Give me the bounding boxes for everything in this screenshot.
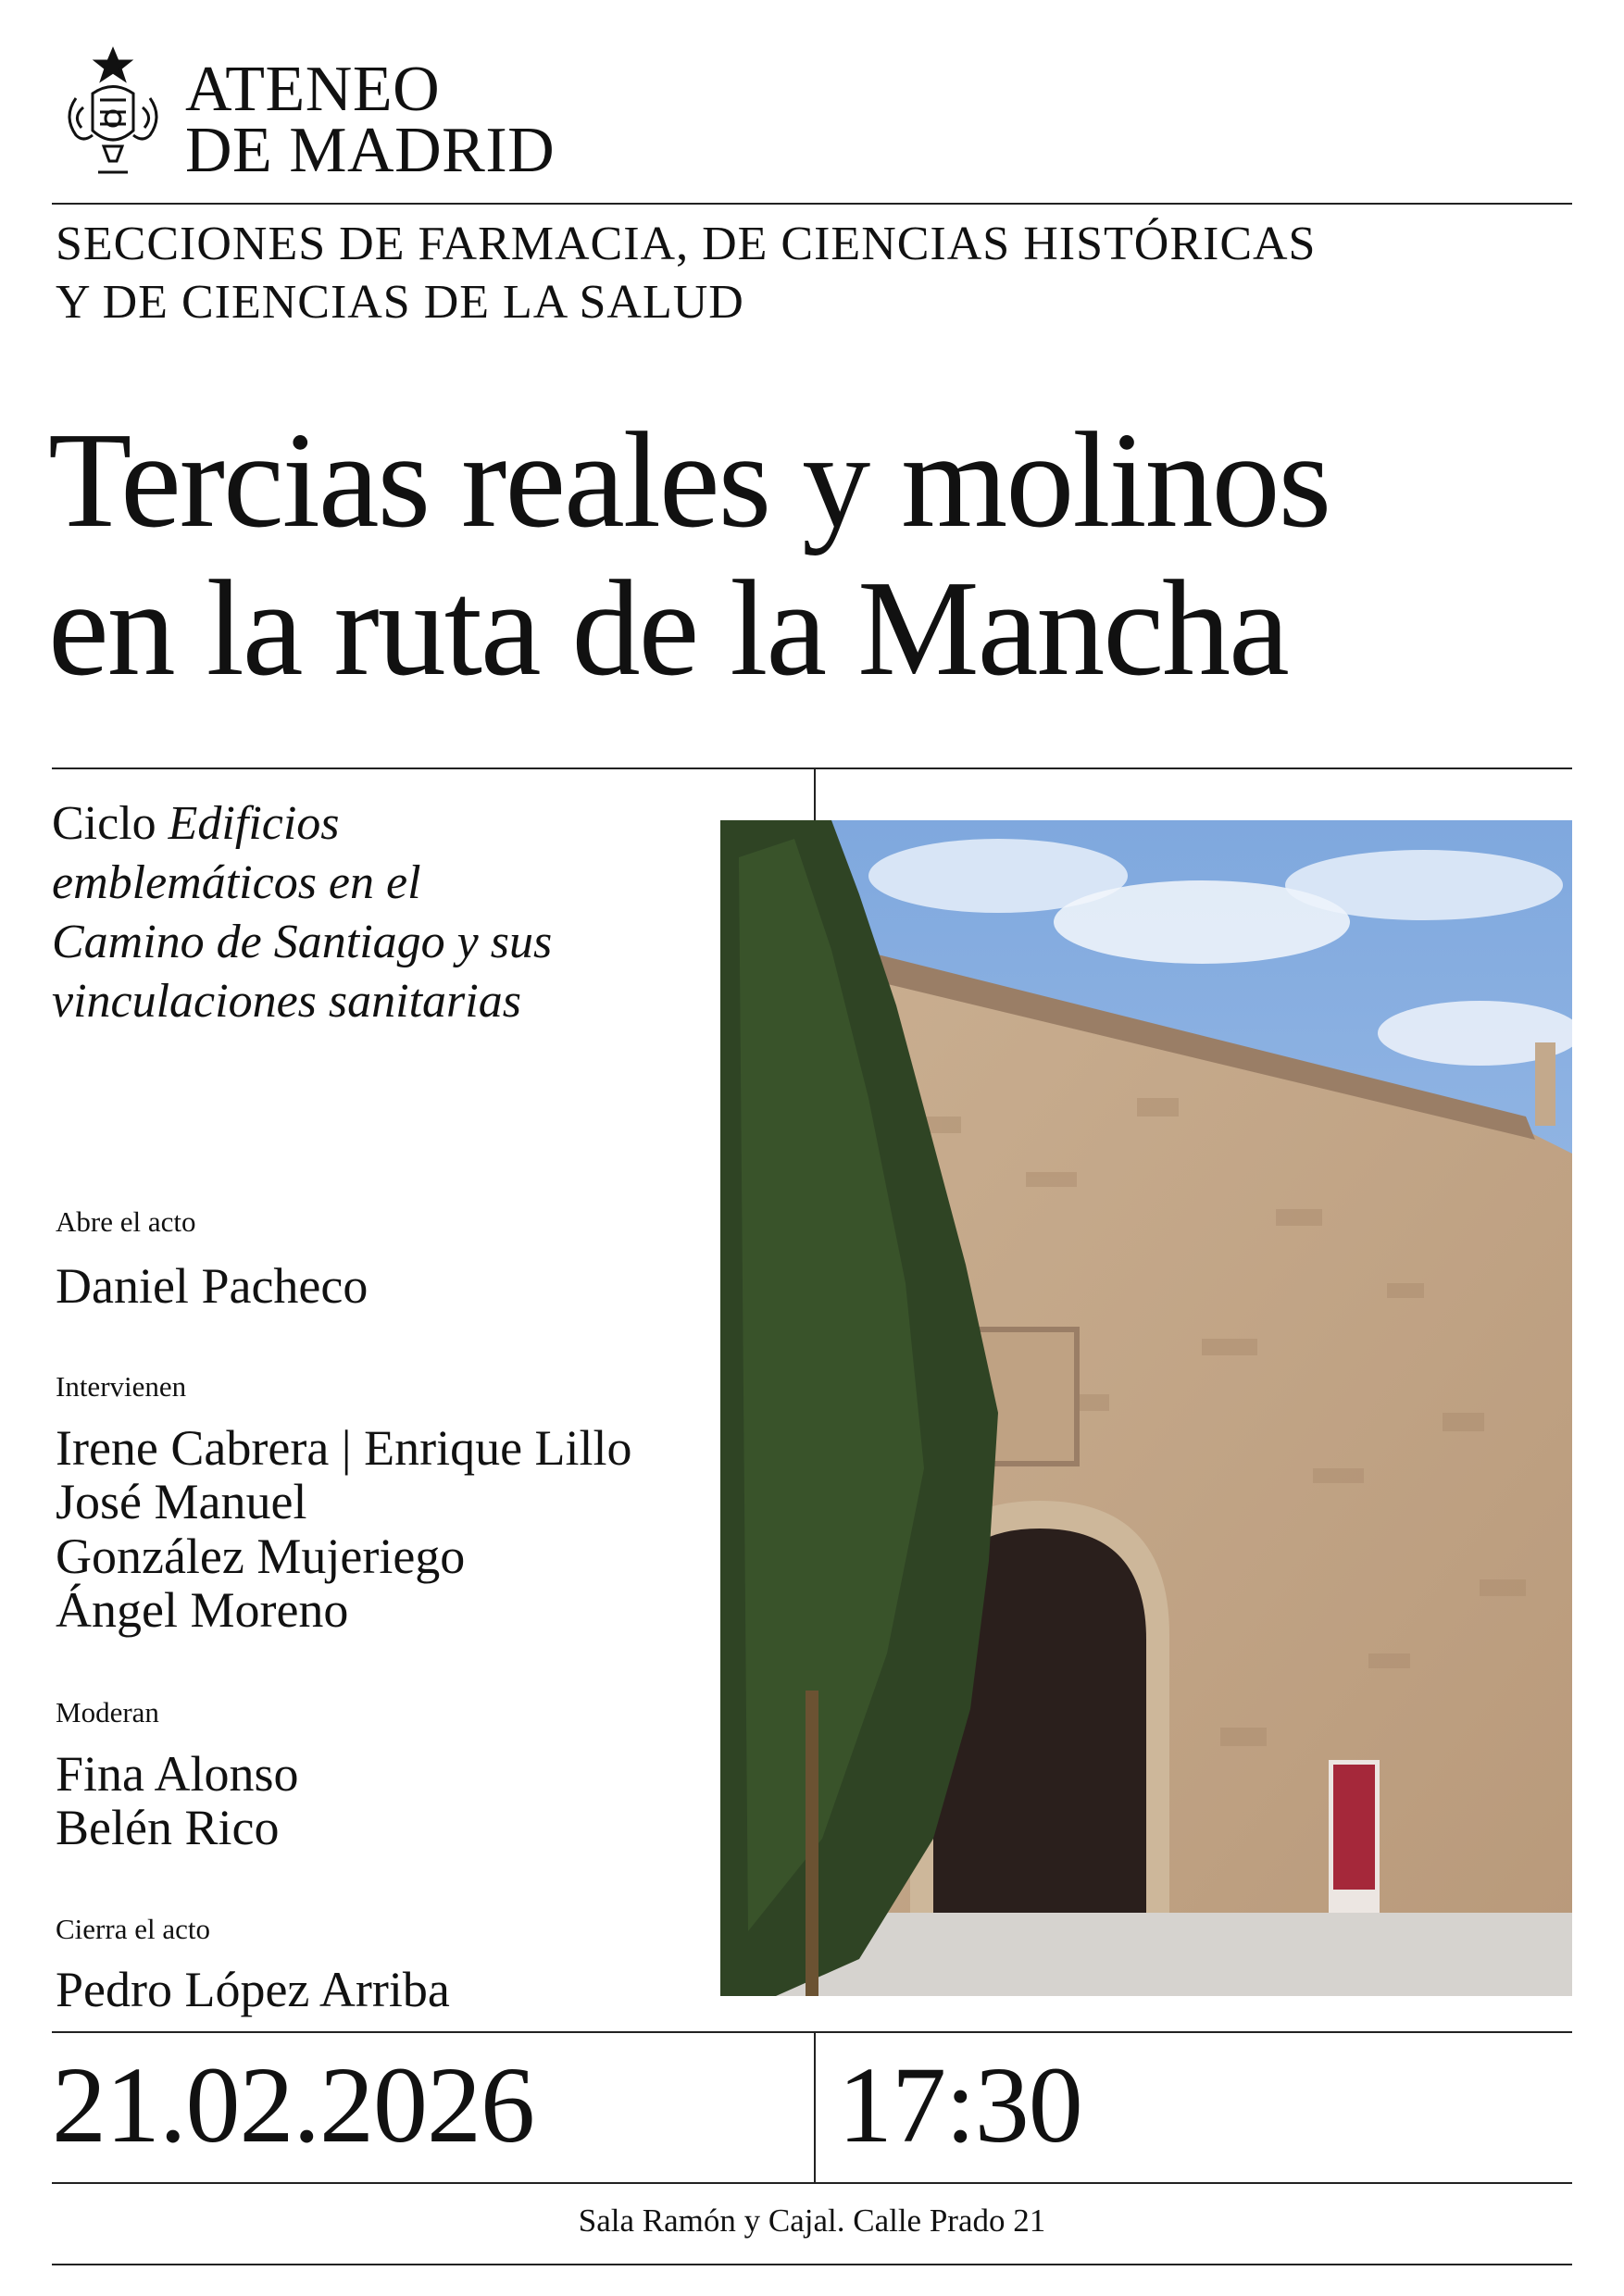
cycle-line2: emblemáticos en el — [52, 855, 421, 909]
speaker-item: González Mujeriego — [56, 1528, 466, 1584]
speaker-item: José Manuel — [56, 1474, 307, 1530]
opens-name: Daniel Pacheco — [56, 1258, 369, 1314]
sections-line2: Y DE CIENCIAS DE LA SALUD — [56, 276, 744, 330]
opens-label: Abre el acto — [56, 1205, 196, 1238]
title-line1: Tercias reales y molinos — [48, 405, 1330, 556]
event-date: 21.02.2026 — [52, 2044, 534, 2165]
moderators-label: Moderan — [56, 1696, 159, 1728]
title-line2: en la ruta de la Mancha — [48, 552, 1288, 705]
speakers-label: Intervienen — [56, 1370, 187, 1403]
cycle-description — [52, 794, 756, 1031]
event-title — [48, 407, 1330, 704]
column-divider-bottom — [814, 2031, 816, 2183]
closes-name: Pedro López Arriba — [56, 1962, 450, 2017]
cycle-line4: vinculaciones sanitarias — [52, 974, 521, 1028]
event-address: Sala Ramón y Cajal. Calle Prado 21 — [578, 2202, 1046, 2239]
brand-name-line2: DE MADRID — [185, 115, 556, 186]
ateneo-crest-icon — [56, 43, 171, 181]
header-divider — [52, 203, 1572, 205]
column-divider-top — [814, 767, 816, 821]
brand-name-line1: ATENEO — [185, 54, 441, 125]
moderator-item: Belén Rico — [56, 1800, 280, 1856]
event-time: 17:30 — [838, 2044, 1082, 2165]
sections-line1: SECCIONES DE FARMACIA, DE CIENCIAS HISTÓRICAS — [56, 218, 1317, 270]
speaker-item: Ángel Moreno — [56, 1581, 349, 1638]
building-photo — [720, 820, 1572, 1996]
speakers-list — [56, 1421, 632, 1637]
closes-label: Cierra el acto — [56, 1913, 210, 1945]
cycle-line3: Camino de Santiago y sus — [52, 915, 553, 968]
title-divider — [52, 767, 1572, 769]
cycle-line1: Edificios — [168, 797, 340, 850]
footer-divider — [52, 2264, 1572, 2265]
sections-heading — [56, 215, 1316, 332]
moderators-list — [56, 1747, 299, 1855]
date-divider-top — [52, 2031, 1572, 2033]
speaker-item: Irene Cabrera | Enrique Lillo — [56, 1420, 632, 1476]
date-divider-bottom — [52, 2182, 1572, 2184]
cycle-prefix: Ciclo — [52, 797, 169, 850]
moderator-item: Fina Alonso — [56, 1746, 299, 1802]
